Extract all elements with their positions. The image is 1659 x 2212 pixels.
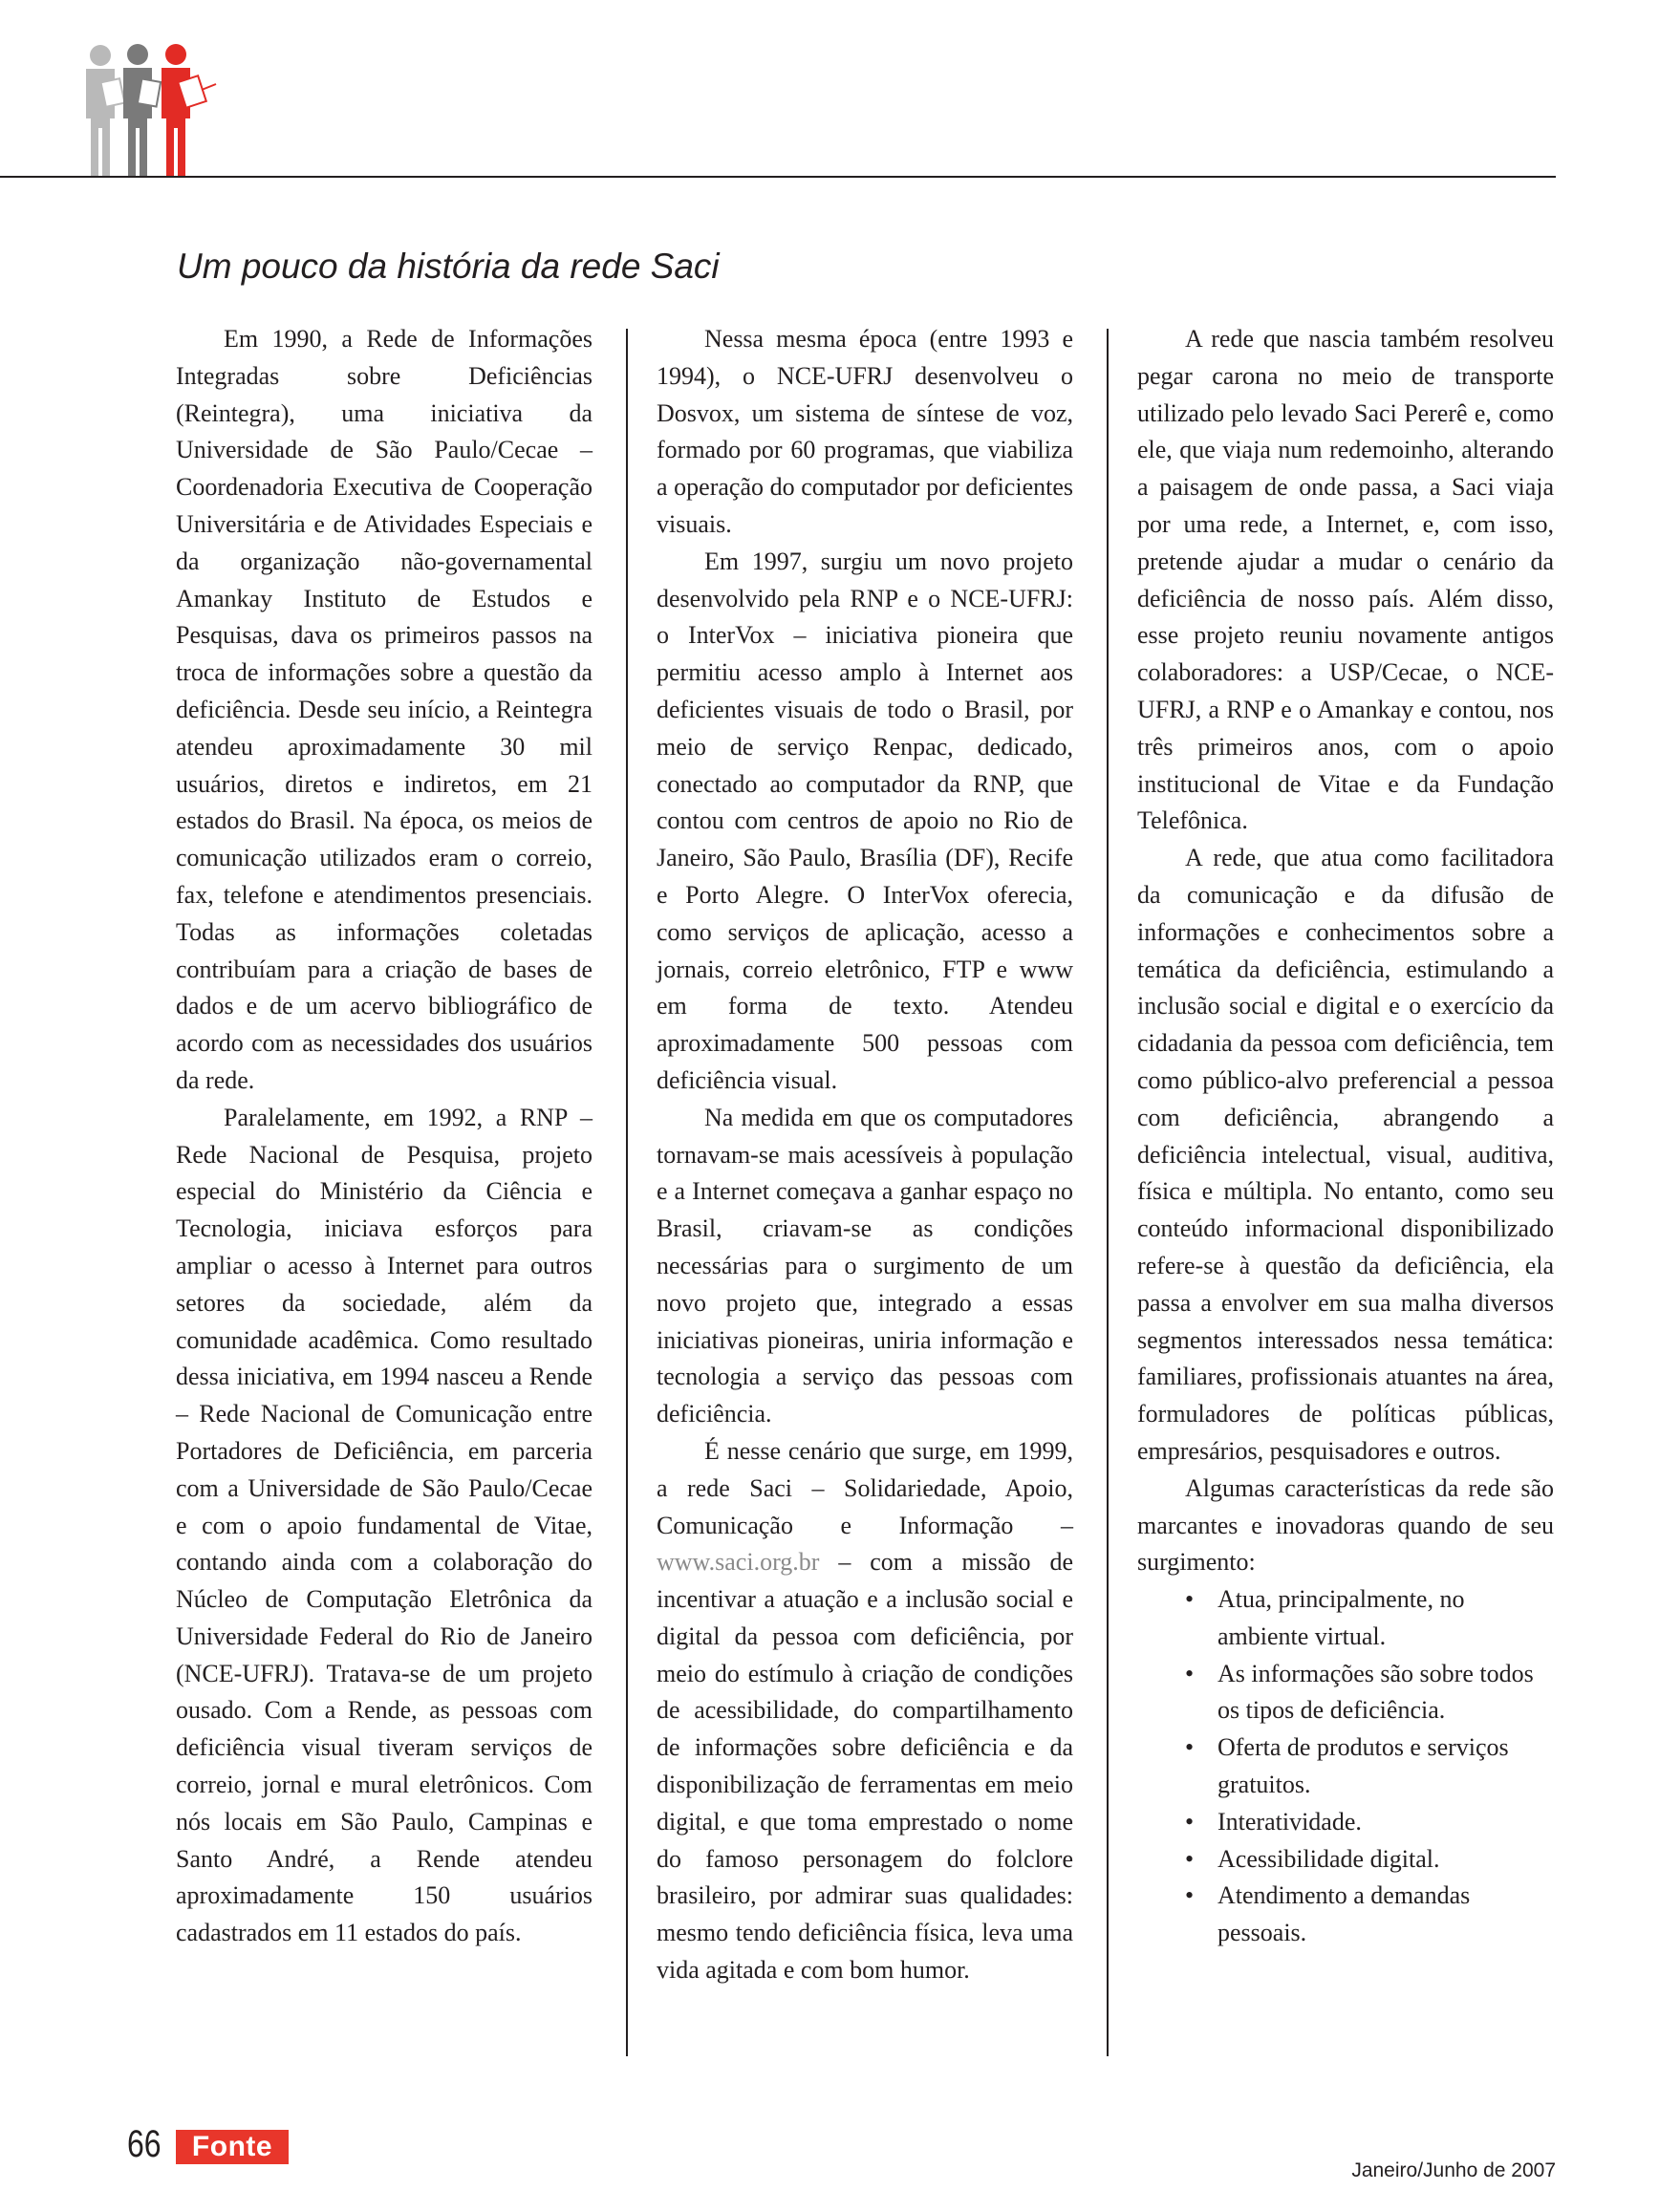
paragraph [657, 1433, 1073, 1989]
paragraph: Na medida em que os computadores tornavam-se mais acessíveis à população e a Internet começava a ganhar espaço no Brasil, criavam-se as condições necessárias para o surgimento de um novo projeto que, integrado a essas iniciativas pioneiras, uniria informação e tecnologia a serviço das pessoas com deficiência. [657, 1103, 1073, 1428]
saci-link[interactable]: www.saci.org.br [657, 1548, 820, 1577]
paragraph: Algumas características da rede são marcantes e inovadoras quando de seu surgimento: [1137, 1473, 1554, 1577]
paragraph: A rede, que atua como facilitadora da comunicação e da difusão de informações e conhecimentos sobre a temática da deficiência, estimulando a inclusão social e digital e o exercício da cidadania da pessoa com deficiência, tem como público-alvo preferencial a pessoa com deficiência, abrangendo a deficiência intelectual, visual, auditiva, física e múltipla. No entanto, como seu conteúdo informacional disponibilizado refere-se à questão da deficiência, ela passa a envolver em sua malha diversos segmentos interessados nessa temática: familiares, profissionais atuantes na área, formuladores de políticas públicas, empresários, pesquisadores e outros. [1137, 844, 1554, 1465]
list-item: • Interatividade. [1137, 1804, 1554, 1841]
column-divider [626, 329, 628, 2056]
list-item: • Atendimento a demandas pessoais. [1137, 1878, 1554, 1952]
column-2 [657, 321, 1073, 1989]
brand-logo: Fonte [176, 2130, 289, 2164]
list-item: • As informações são sobre todos os tipos de deficiência. [1137, 1656, 1554, 1730]
people-group-icon [76, 42, 220, 176]
article-title: Um pouco da história da rede Saci [177, 247, 720, 286]
paragraph: Em 1990, a Rede de Informações Integradas sobre Deficiências (Reintegra), uma iniciativa da Universidade de São Paulo/Cecae – Coordenadoria Executiva de Cooperação Universitária e de Atividades Especiais e da organização não-governamental Amankay Instituto de Estudos e Pesquisas, dava os primeiros passos na troca de informações sobre a questão da deficiência. Desde seu início, a Reintegra atendeu aproximadamente 30 mil usuários, diretos e indiretos, em 21 estados do Brasil. Na época, os meios de comunicação utilizados eram o correio, fax, telefone e atendimentos presenciais. Todas as informações coletadas contribuíam para a criação de bases de dados e de um acervo bibliográfico de acordo com as necessidades dos usuários da rede. [176, 325, 592, 1094]
paragraph: Em 1997, surgiu um novo projeto desenvolvido pela RNP e o NCE-UFRJ: o InterVox – iniciativa pioneira que permitiu acesso amplo à Internet aos deficientes visuais de todo o Brasil, por meio de serviço Renpac, dedicado, conectado ao computador da RNP, que contou com centros de apoio no Rio de Janeiro, São Paulo, Brasília (DF), Recife e Porto Alegre. O InterVox oferecia, como serviços de aplicação, acesso a jornais, correio eletrônico, FTP e www em forma de texto. Atendeu aproximadamente 500 pessoas com deficiência visual. [657, 547, 1073, 1094]
paragraph: Paralelamente, em 1992, a RNP – Rede Nacional de Pesquisa, projeto especial do Ministério da Ciência e Tecnologia, iniciava esforços para ampliar o acesso à Internet para outros setores da sociedade, além da comunidade acadêmica. Como resultado dessa iniciativa, em 1994 nasceu a Rende – Rede Nacional de Comunicação entre Portadores de Deficiência, em parceria com a Universidade de São Paulo/Cecae e com o apoio fundamental de Vitae, contando ainda com a colaboração do Núcleo de Computação Eletrônica da Universidade Federal do Rio de Janeiro (NCE-UFRJ). Tratava-se de um projeto ousado. Com a Rende, as pessoas com deficiência visual tiveram serviços de correio, jornal e mural eletrônicos. Com nós locais em São Paulo, Campinas e Santo André, a Rende atendeu aproximadamente 150 usuários cadastrados em 11 estados do país. [176, 1103, 592, 1947]
paragraph: Nessa mesma época (entre 1993 e 1994), o NCE-UFRJ desenvolveu o Dosvox, um sistema de síntese de voz, formado por 60 programas, que viabiliza a operação do computador por deficientes visuais. [657, 325, 1073, 538]
list-item: • Oferta de produtos e serviços gratuitos. [1137, 1729, 1554, 1804]
header-rule [0, 176, 1556, 178]
paragraph: A rede que nascia também resolveu pegar carona no meio de transporte utilizado pelo levado Saci Pererê e, como ele, que viaja num redemoinho, alterando a paisagem de onde passa, a Saci viaja por uma rede, a Internet, e, com isso, pretende ajudar a mudar o cenário da deficiência de nosso país. Além disso, esse projeto reuniu novamente antigos colaboradores: a USP/Cecae, o NCE-UFRJ, a RNP e o Amankay e contou, nos três primeiros anos, com o apoio institucional de Vitae e da Fundação Telefônica. [1137, 325, 1554, 835]
list-item: • Acessibilidade digital. [1137, 1841, 1554, 1879]
paragraph-text: É nesse cenário que surge, em 1999, a rede Saci – Solidariedade, Apoio, Comunicação e Informação – [657, 1436, 1073, 1539]
column-divider [1107, 329, 1109, 2056]
page-number: 66 [127, 2123, 162, 2165]
issue-date: Janeiro/Junho de 2007 [1351, 2159, 1556, 2181]
list-item: • Atua, principalmente, no ambiente virtual. [1137, 1581, 1554, 1656]
paragraph-text: – com a missão de incentivar a atuação e a inclusão social e digital da pessoa com deficiência, por meio do estímulo à criação de condições de acessibilidade, do compartilhamento de informações sobre deficiência e da disponibilização de ferramentas em meio digital, e que toma emprestado o nome do famoso personagem do folclore brasileiro, por admirar suas qualidades: mesmo tendo deficiência física, leva uma vida agitada e com bom humor. [657, 1548, 1073, 1985]
column-1 [176, 321, 592, 1952]
features-list [1137, 1581, 1554, 1952]
column-3 [1137, 321, 1554, 1952]
